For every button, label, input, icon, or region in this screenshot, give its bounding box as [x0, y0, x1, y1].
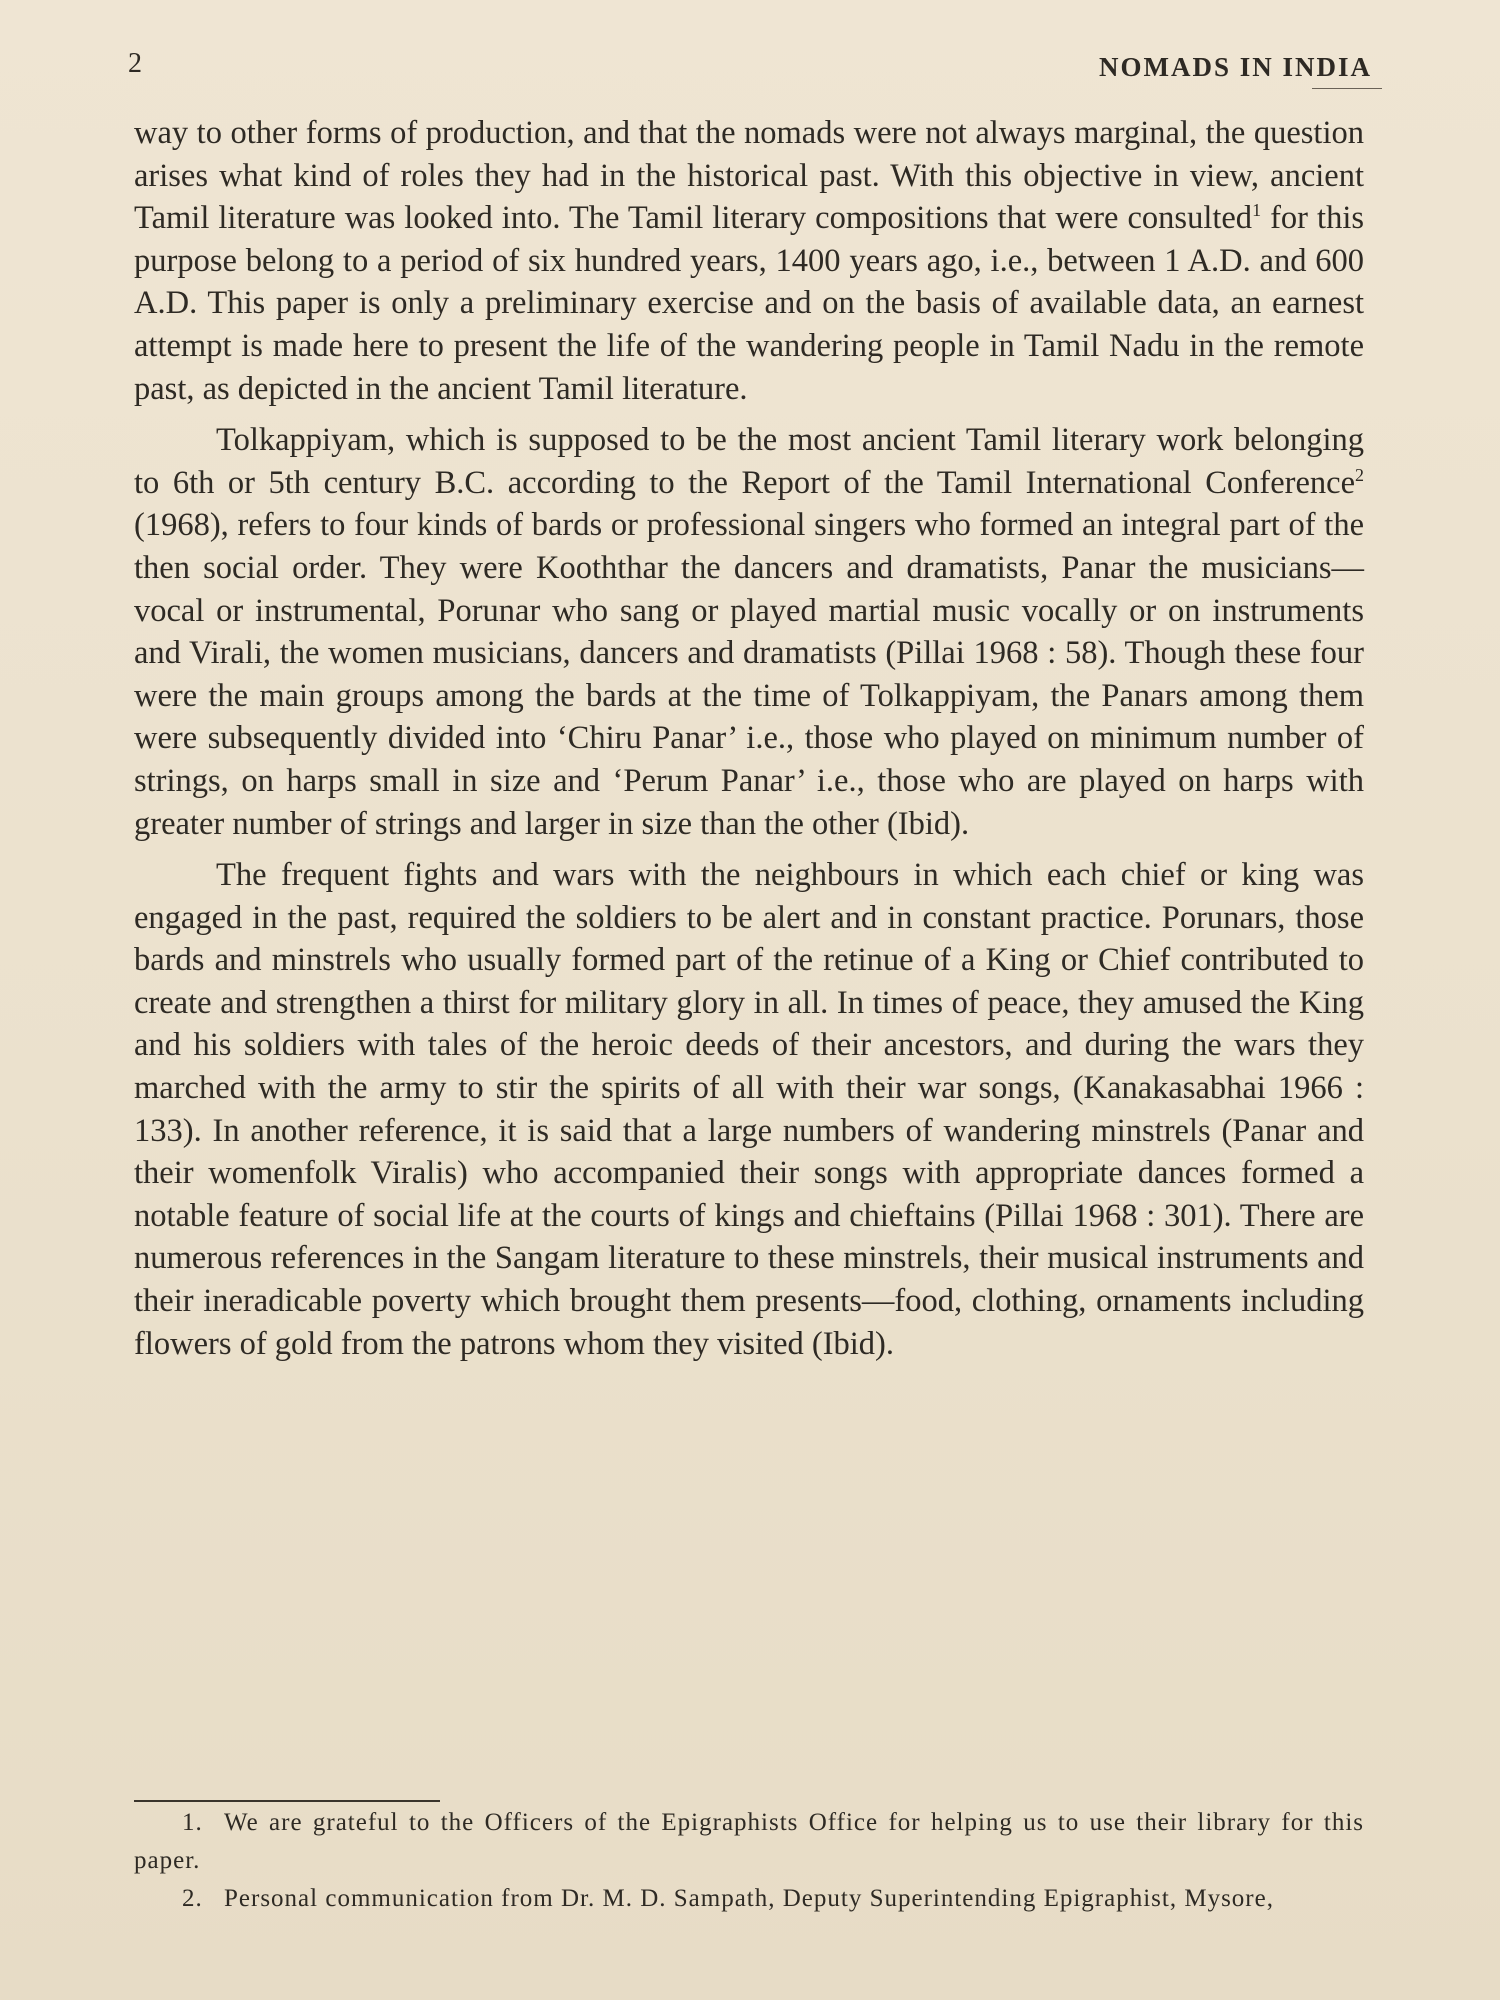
- footnote-ref-1: 1: [1252, 200, 1262, 221]
- footnote-rule: [134, 1800, 440, 1802]
- paragraph-1: [134, 112, 1364, 410]
- footnote-text: We are grateful to the Officers of the Epigraphists Office for helping us to use their library for this paper.: [134, 1809, 1364, 1874]
- paragraph-3: The frequent fights and wars with the neighbours in which each chief or king was engaged in the past, required the soldiers to be alert and in constant practice. Porunars, those bards and minstrels who usually formed part of the retinue of a King or Chief contributed to create and strengthen a thirst for military glory in all. In times of peace, they amused the King and his soldiers with tales of the heroic deeds of their ancestors, and during the wars they marched with the army to stir the spirits of all with their war songs, (Kanakasabhai 1966 : 133). In another reference, it is said that a large numbers of wandering minstrels (Panar and their womenfolk Viralis) who accompanied their songs with appropriate dances formed a notable feature of social life at the courts of kings and chieftains (Pillai 1968 : 301). There are numerous references in the Sangam literature to these minstrels, their musical instruments and their ineradicable poverty which brought them presents—food, clothing, ornaments including flowers of gold from the patrons whom they visited (Ibid).: [134, 857, 1364, 1362]
- footnote-number: 1.: [182, 1809, 203, 1836]
- body-text: [134, 112, 1364, 1365]
- header-rule: [1312, 88, 1382, 89]
- paragraph-1-text-after: for this purpose belong to a period of six hundred years, 1400 years ago, i.e., between 1 A.D. and 600 A.D. This paper is only a preliminary exercise and on the basis of available data, an earnest attempt is made here to present the life of the wandering people in Tamil Nadu in the remote past, as depicted in the ancient Tamil literature.: [134, 200, 1364, 407]
- paragraph-2-text-before: Tolkappiyam, which is supposed to be the most ancient Tamil literary work belonging to 6th or 5th century B.C. according to the Report of the Tamil International Conference: [134, 422, 1364, 501]
- footnote-2: [134, 1880, 1364, 1918]
- running-title: NOMADS IN INDIA: [1098, 52, 1372, 82]
- paragraph-2: [134, 419, 1364, 845]
- paragraph-2-text-after: (1968), refers to four kinds of bards or professional singers who formed an integral part of the then social order. They were Kooththar the dancers and dramatists, Panar the musicians—vocal or instrumental, Porunar who sang or played martial music vocally or on instruments and Virali, the women musicians, dancers and dramatists (Pillai 1968 : 58). Though these four were the main groups among the bards at the time of Tolkappiyam, the Panars among them were subsequently divided into ‘Chiru Panar’ i.e., those who played on minimum number of strings, on harps small in size and ‘Perum Panar’ i.e., those who are played on harps with greater number of strings and larger in size than the other (Ibid).: [134, 507, 1364, 842]
- footnote-1: [134, 1804, 1364, 1880]
- footnote-text: Personal communication from Dr. M. D. Sampath, Deputy Superintending Epigraphist, Mysore,: [224, 1885, 1274, 1912]
- footnotes: [134, 1804, 1364, 1918]
- page-number: 2: [128, 48, 143, 79]
- running-head: [128, 48, 1372, 88]
- paragraph-1-text-before: way to other forms of production, and that the nomads were not always marginal, the question arises what kind of roles they had in the historical past. With this objective in view, ancient Tamil literature was looked into. The Tamil literary compositions that were consulted: [134, 115, 1364, 237]
- footnote-ref-2: 2: [1355, 464, 1364, 485]
- footnote-number: 2.: [182, 1885, 203, 1912]
